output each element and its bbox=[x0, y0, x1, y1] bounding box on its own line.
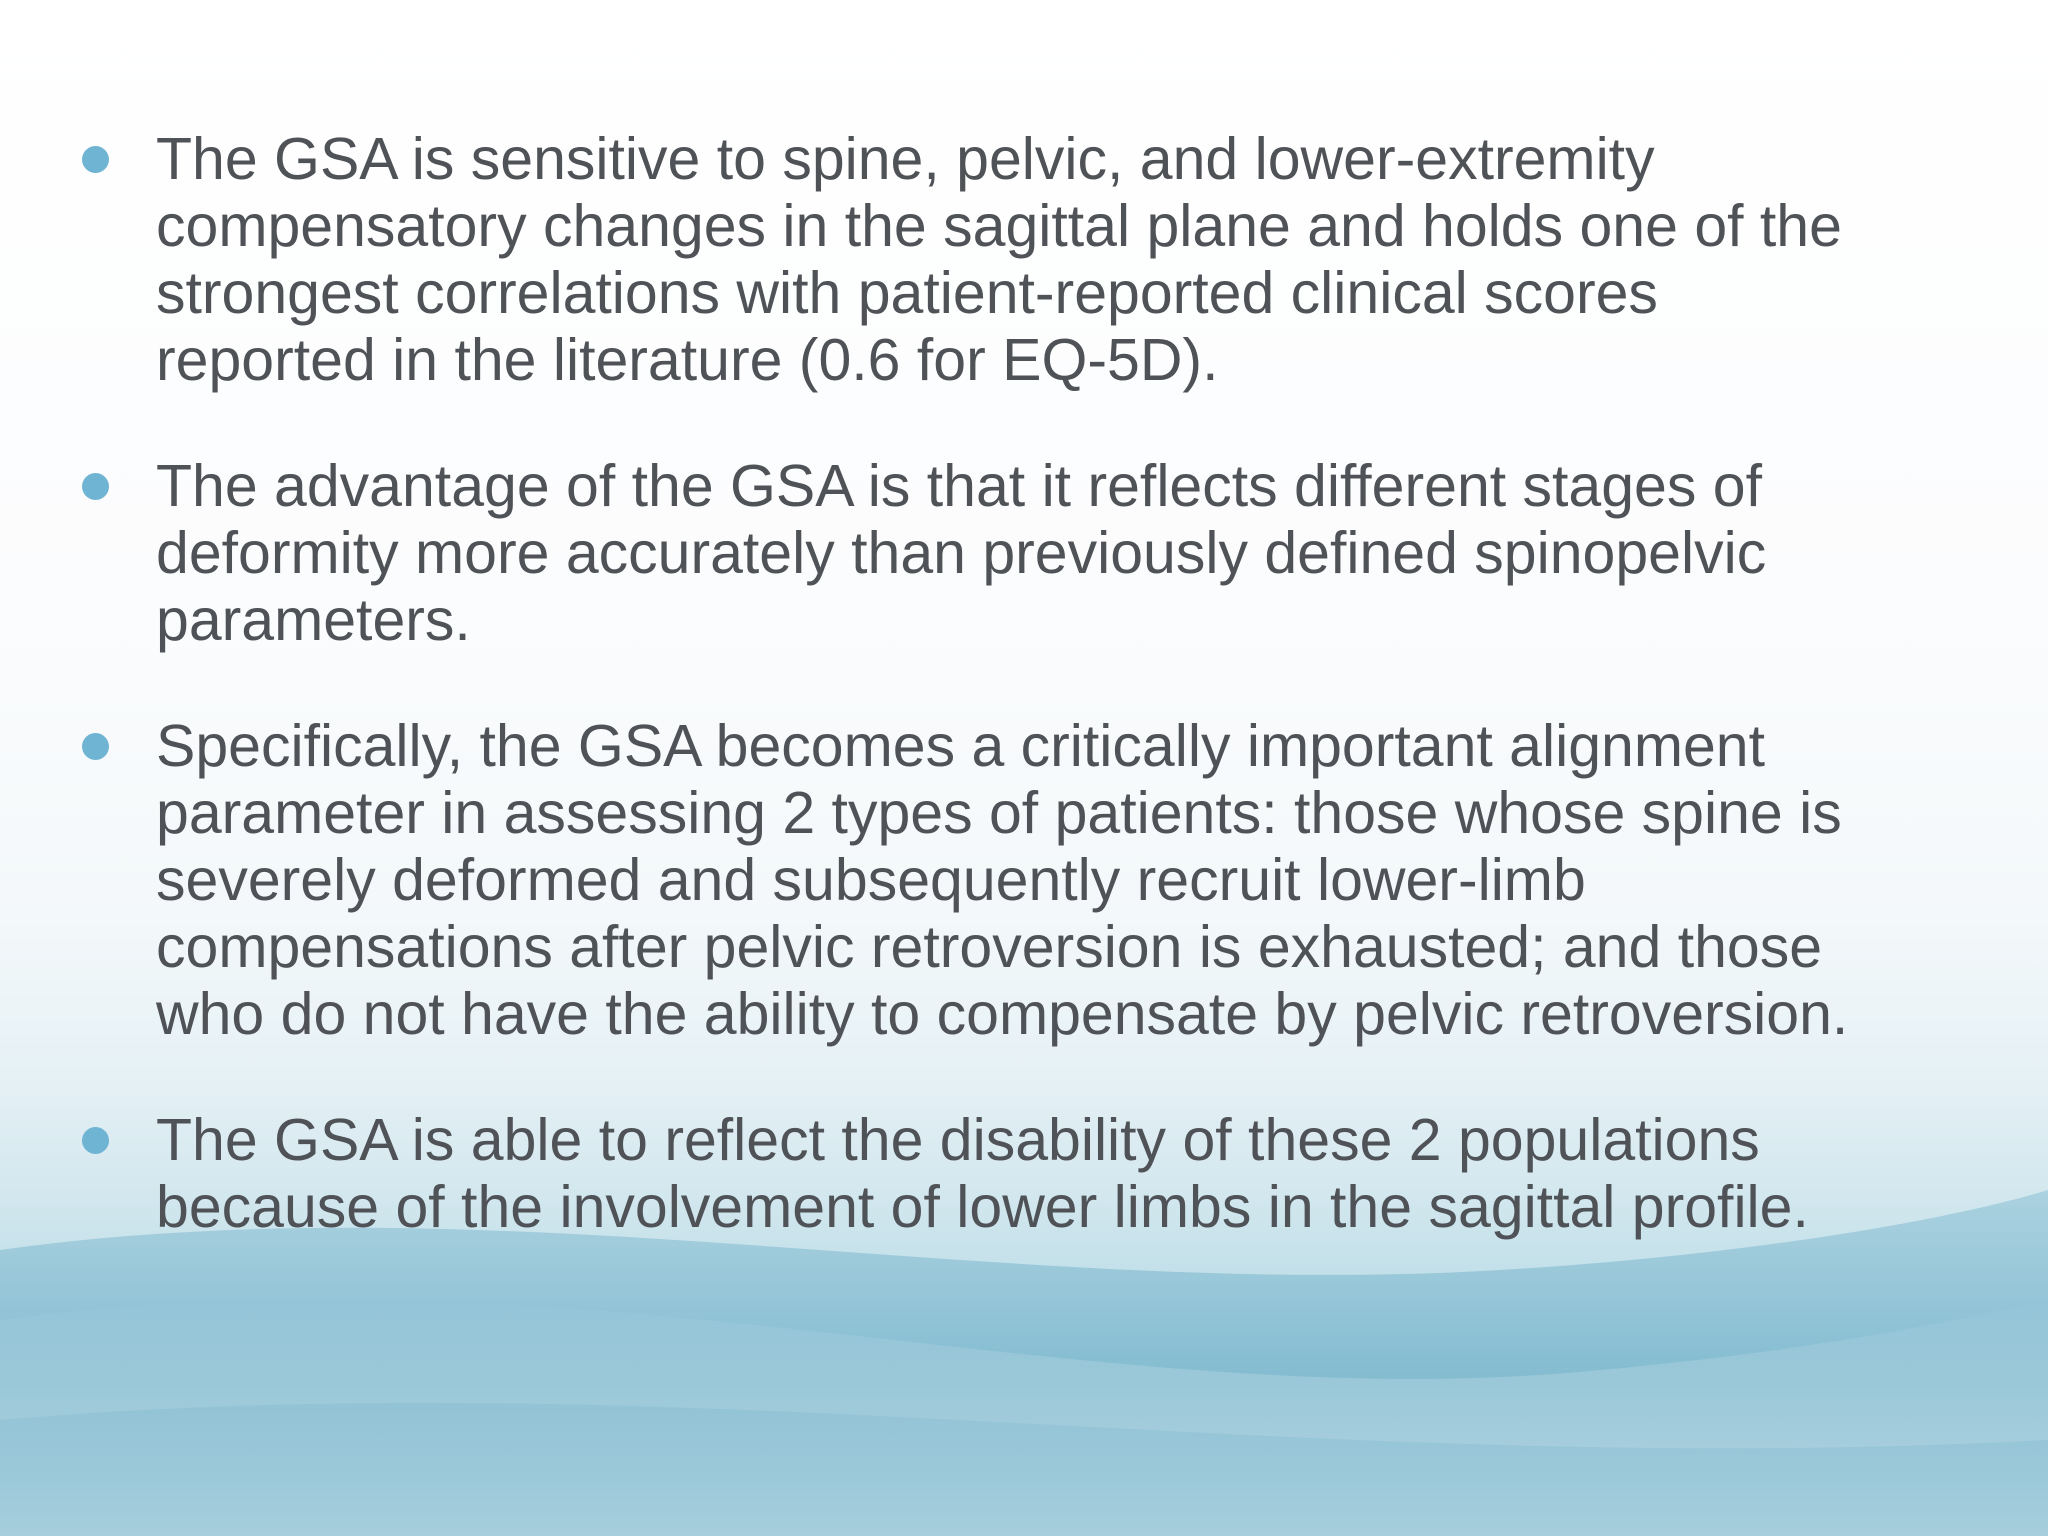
bullet-text: The GSA is sensitive to spine, pelvic, and lower-extremity compensatory changes in the sagittal plane and holds one of the strongest correlations with patient-reported clinical scores reported in the literature (0.6 for EQ-5D). bbox=[156, 126, 1842, 393]
bullet-item bbox=[80, 713, 1980, 1048]
bullet-text: The advantage of the GSA is that it reflects different stages of deformity more accurately than previously defined spinopelvic parameters. bbox=[156, 453, 1767, 653]
bullet-text: Specifically, the GSA becomes a critically important alignment parameter in assessing 2 types of patients: those whose spine is severely deformed and subsequently recruit lower-limb compensations after pelvic retroversion is exhausted; and those who do not have the ability to compensate by pelvic retroversion. bbox=[156, 713, 1849, 1047]
bullet-item bbox=[80, 453, 1980, 654]
bullet-text: The GSA is able to reflect the disability of these 2 populations because of the involvement of lower limbs in the sagittal profile. bbox=[156, 1107, 1809, 1240]
bullet-dot-icon bbox=[82, 1127, 109, 1154]
bullet-dot-icon bbox=[82, 473, 109, 500]
bullet-dot-icon bbox=[82, 733, 109, 760]
bullet-item bbox=[80, 126, 1980, 394]
bullet-list bbox=[80, 126, 1980, 1300]
bullet-item bbox=[80, 1107, 1980, 1241]
bullet-dot-icon bbox=[82, 146, 109, 173]
